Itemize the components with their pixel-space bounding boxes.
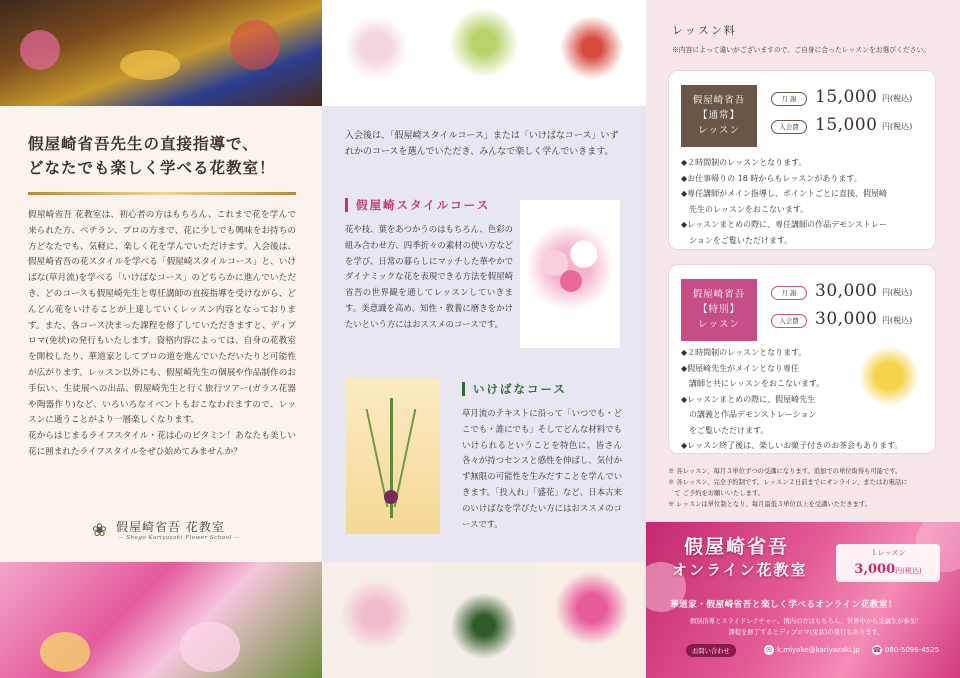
regular-lesson-card (668, 70, 936, 250)
phone-text: 080-5096-4525 (885, 646, 940, 654)
tulip-arrangement-photo (538, 562, 646, 678)
footnote: て ご予約をお願いいたします。 (668, 490, 764, 497)
flower-logo-icon: ❀ (92, 520, 108, 541)
bullet-item: ションをご覧いただけます。 (681, 235, 793, 245)
logo-name: 假屋崎省吾 花教室 (116, 520, 225, 534)
phone-icon: ☎ (872, 646, 882, 654)
price-unit: 円(税込) (882, 122, 913, 131)
online-price-box (836, 544, 940, 582)
exhibition-hall-photo (0, 0, 322, 106)
peony-arrangement-photo (322, 562, 430, 678)
main-heading-line1: 假屋崎省吾先生の直接指導で、 (28, 134, 259, 153)
entry-price: 30,000 (815, 309, 878, 329)
special-lesson-badge (681, 279, 757, 341)
price-unit: 円(税込) (882, 94, 913, 103)
bullet-item: ◆お仕事帰りの 18 時からもレッスンがあります。 (681, 173, 862, 183)
online-price-unit: 円(税込) (895, 567, 922, 575)
online-school-banner (646, 522, 960, 678)
badge-line: レッスン (698, 319, 740, 330)
style-course-body: 花や枝、葉をあつかうのはもちろん、色彩の組み合わせ方、四季折々の素材の使い方などを学び、日常の暮らしにマッチした華やかでダイナミックな花を表現できる方法を假屋崎省吾の世界観を通してレッスンしていきます。美意識を高め、知性・教養に磨きをかけたいという方にはおススメのコースです。 (345, 224, 514, 329)
entry-label: 入会費 (771, 120, 807, 134)
online-subtitle-title: オンライン花教室 (672, 561, 808, 579)
fee-note: ※内容によって違いがございますので、ご自身に合ったレッスンをお選びください。 (672, 46, 931, 54)
regular-lesson-badge (681, 85, 757, 147)
footnote: ※ 各レッスン、毎月３単位ずつの受講になります。追加での単位取得も可能です。 (668, 468, 902, 475)
online-title: 假屋崎省吾 (684, 536, 790, 558)
intro-body (28, 208, 296, 461)
email-text: k.miyake@kariyazaki.jp (777, 646, 860, 654)
price-unit: 円(税込) (882, 316, 913, 325)
green-leaf-arrangement-photo (430, 0, 538, 106)
contact-email[interactable] (764, 645, 860, 655)
badge-line: 【特別】 (697, 304, 740, 315)
bullet-item: をご覧いただけます。 (681, 425, 769, 435)
main-heading-line2: どなたでも楽しく学べる花教室！ (28, 158, 276, 177)
badge-line: レッスン (698, 125, 740, 136)
contact-label: お問い合わせ (686, 644, 736, 657)
gold-divider (28, 192, 296, 195)
regular-monthly-row (771, 87, 931, 111)
monthly-label: 月 謝 (771, 92, 807, 106)
ikebana-course-title: いけばなコース (462, 382, 567, 396)
bullet-item: ◆レッスン終了後は、楽しいお菓子付きのお茶会もあります。 (681, 441, 903, 450)
monthly-label: 月 謝 (771, 286, 807, 300)
online-description (676, 616, 936, 638)
style-course-photo (520, 200, 620, 348)
ikebana-course-body: 草月流のテキストに沿って「いつでも・どこでも・誰にでも」そしてどんな材料でもいけられるということを特色に、皆さん各々が持つセンスと感性を伸ばし、気付かず無限の可能性を生みだすことを学んでいきます。「投入れ」「盛花」など、日本古来のいけばなを学びたい方にはおススメのコースです。 (462, 408, 622, 529)
contact-row (686, 644, 956, 660)
mail-icon: ✉ (764, 645, 774, 655)
bullet-item: 先生のレッスンをおこないます。 (681, 204, 809, 214)
special-entry-row (771, 309, 931, 333)
online-price-label: １レッスン (870, 549, 906, 557)
footnote: ※ 各レッスン、完全予約制です。レッスン２日前までにオンライン、またはお電話に (668, 479, 908, 486)
bullet-item: ◆２時間制のレッスンとなります。 (681, 348, 807, 357)
bullet-item: ◆レッスンまとめの際に、假屋崎先生 (681, 394, 816, 404)
online-tagline: 華道家・假屋崎省吾と楽しく学べるオンライン花教室！ (670, 600, 898, 610)
monthly-price: 30,000 (815, 281, 878, 301)
bullet-item: ◆假屋崎先生がメインとなり専任 (681, 363, 799, 373)
intro-closing: 花からはじまるライフスタイル・花は心のビタミン！あなたも美しい花に囲まれたライフスタイルをぜひ始めてみませんか？ (28, 431, 296, 457)
monthly-price: 15,000 (815, 87, 878, 107)
regular-entry-row (771, 115, 931, 139)
online-desc-line: 個別指導とスライドレクチャー。国内の方はもちろん、世界中から受講生が参加！ (689, 618, 923, 625)
badge-line: 【通常】 (697, 110, 740, 121)
regular-lesson-bullets (681, 155, 887, 248)
special-monthly-row (771, 281, 931, 305)
online-price-value: 3,000 (854, 562, 896, 577)
fee-title: レッスン料 (672, 24, 737, 37)
ikebana-course-photo (346, 378, 440, 534)
badge-line: 假屋崎省吾 (692, 95, 746, 106)
special-lesson-card (668, 264, 936, 454)
price-unit: 円(税込) (882, 288, 913, 297)
logo-subtitle: — Shogo Kariyazaki Flower School — (118, 535, 240, 541)
bullet-item: の講義と作品デモンストレーション (681, 410, 817, 419)
footnote: ※ レッスンは単位制となり、毎月最低３単位以上を受講いただきます。 (668, 501, 871, 508)
style-course-title: 假屋崎スタイルコース (345, 198, 490, 212)
pink-heart-installation-photo (0, 562, 322, 678)
courses-intro: 入会後は、「假屋崎スタイルコース」または「いけばなコース」いずれかのコースを選んでいただき、みんなで楽しく学んでいきます。 (345, 131, 619, 157)
main-heading (28, 132, 298, 180)
intro-paragraph: 假屋崎省吾 花教室は、初心者の方はもちろん、これまで花を学んで来られた方、ベテラン、プロの方まで、花に少しでも興味をお持ちの方どなたでも、気軽に、楽しく花を学んでいただけます。入会後は、假屋崎省吾の花スタイルを学べる「假屋崎スタイルコース」と、いけばな(草月流)を学べる「いけばなコース」のどちらかに進んでいただき、どのコースも假屋崎先生と専任講師の直接指導を受けながら、どんどん花をいけることが上達していくレッスン内容となっております。また、各コース決まった課程を修了していただきますと、ディプロマ(免状)の発行もいたします。資格内容によっては、自身の花教室を開校したり、華道家としてプロの道を進んでいただいたりと可能性が広がります。レッスン以外にも、假屋崎先生の個展や作品制作のお手伝い、生徒展への出品、假屋崎先生と行く旅行ツアー(ガラス花器や陶器作り)など、いろいろなイベントもおこなわれますので、レッスンに通うことがより一層楽しくなります。 (28, 210, 296, 426)
bullet-item: 講師と共にレッスンをおこないます。 (681, 379, 825, 388)
entry-price: 15,000 (815, 115, 878, 135)
contact-phone[interactable] (872, 645, 939, 655)
calla-leaf-arrangement-photo (430, 562, 538, 678)
special-lesson-photo (849, 331, 929, 421)
online-desc-line: 課程を修了するとディプロマ(免状)の発行もあります。 (728, 629, 884, 636)
bullet-item: ◆２時間制のレッスンとなります。 (681, 158, 807, 167)
badge-line: 假屋崎省吾 (692, 289, 746, 300)
white-arrangement-photo (322, 0, 430, 106)
school-logo (92, 516, 262, 546)
fee-footnotes (668, 466, 944, 510)
boat-vase-arrangement-photo (538, 0, 646, 106)
entry-label: 入会費 (771, 314, 807, 328)
bullet-item: ◆専任講師がメイン指導し、ポイントごとに直接、假屋崎 (681, 189, 887, 198)
bullet-item: ◆レッスンまとめの際に、専任講師の作品デモンストレー (681, 220, 887, 229)
